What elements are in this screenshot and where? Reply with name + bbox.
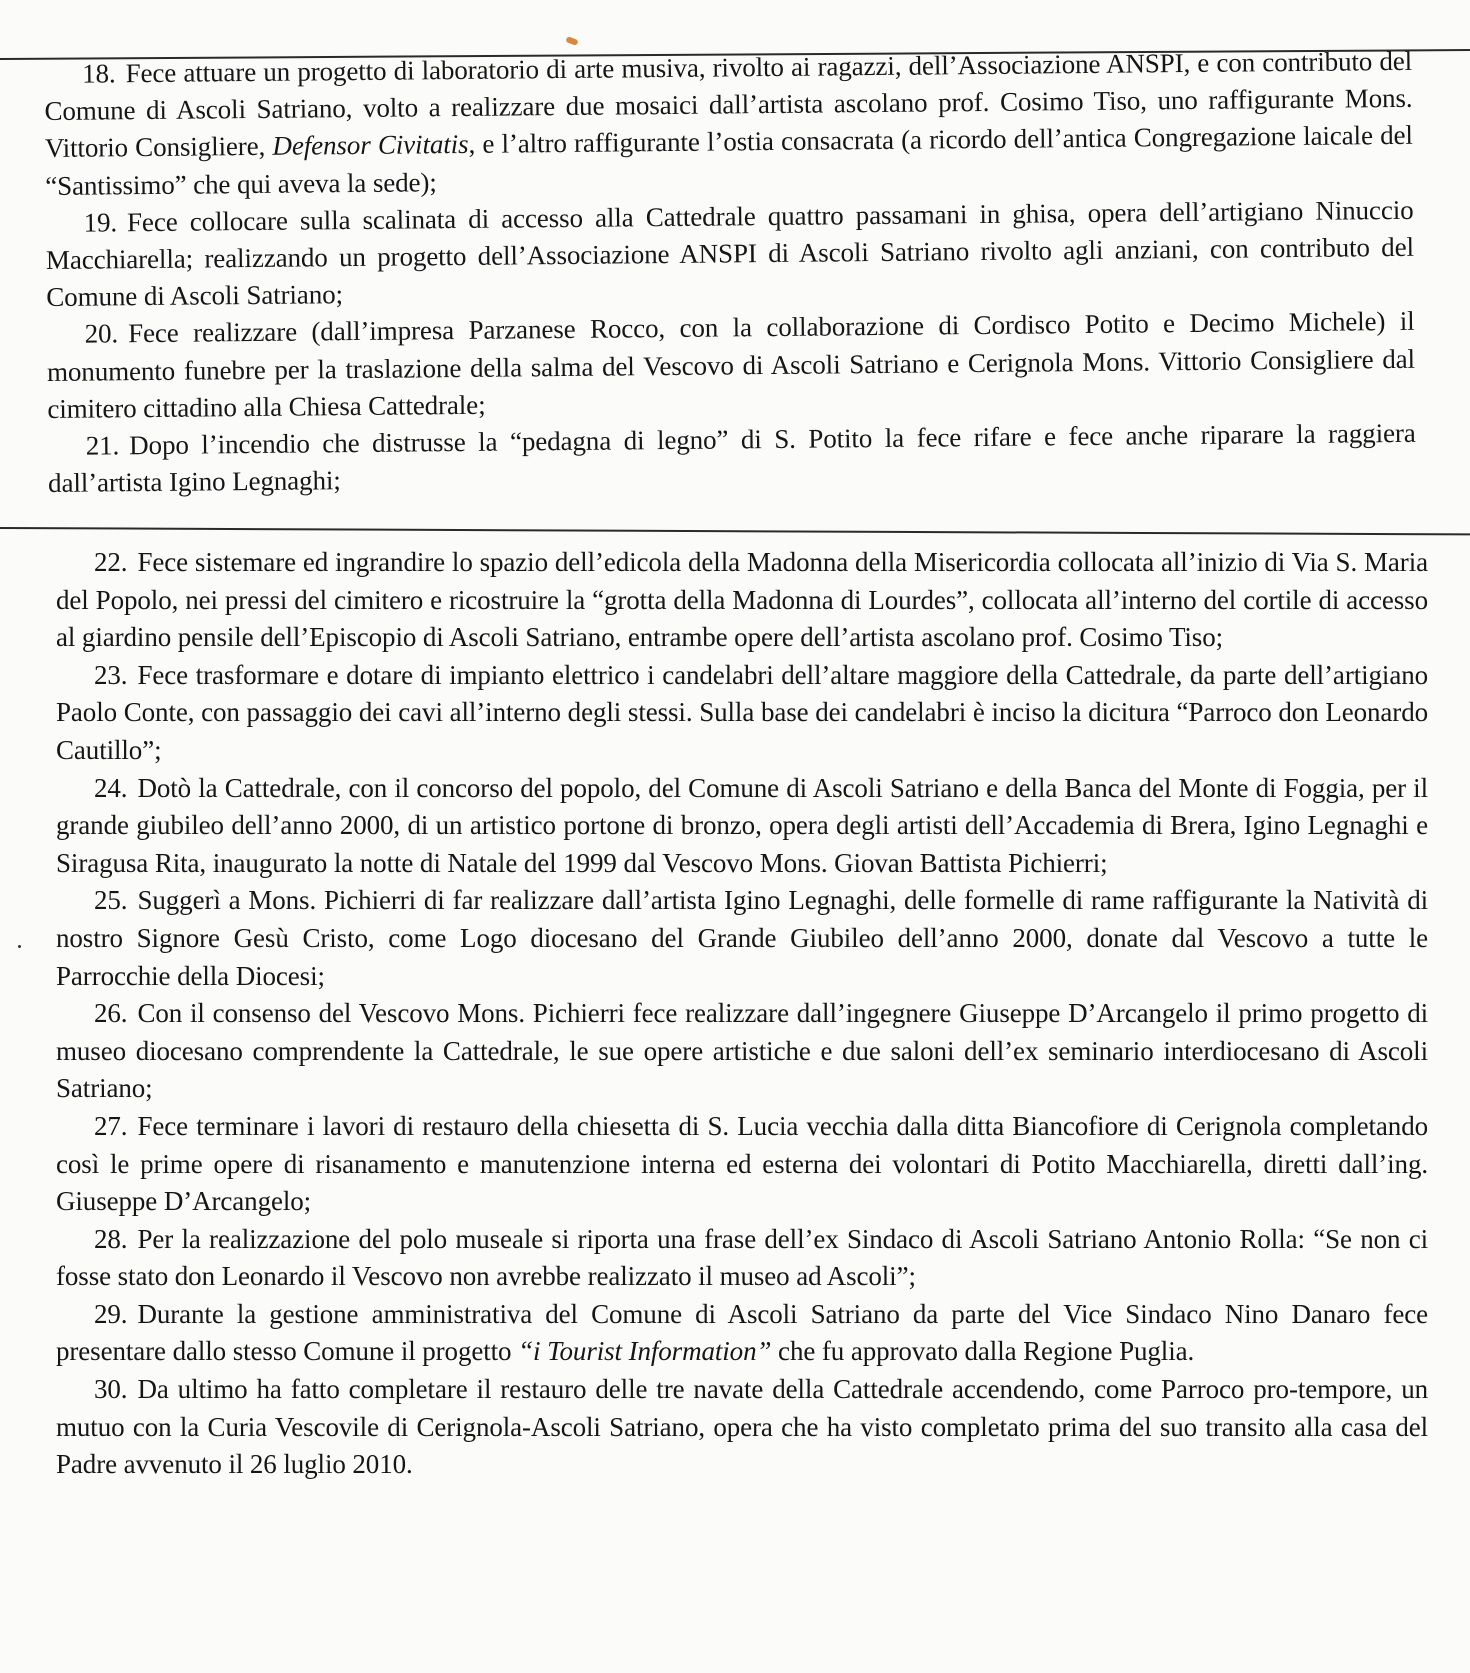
item-text: Durante la gestione amministrativa del Comune di Ascoli Satriano da parte del Vice Sindaco Nino Danaro fece presentare dallo stesso Comune il progetto (56, 1298, 1428, 1367)
item-text: Fece attuare un progetto di laboratorio di arte musiva, rivolto ai ragazzi, dell’Associazione ANSPI, e con contributo del Comune di Ascoli Satriano, volto a realizzare due mosaici dall’artista ascolano prof. Cosimo Tiso, uno raffigurante Mons. Vittorio Consigliere, (44, 45, 1413, 164)
item-text: Fece sistemare ed ingrandire lo spazio dell’edicola della Madonna della Misericordia collocata all’inizio di Via S. Maria del Popolo, nei pressi del cimitero e ricostruire la “grotta della Madonna di Lourdes”, collocata all’interno del cortile di accesso al giardino pensile dell’Episcopio di Ascoli Satriano, entrambe opere dell’artista ascolano prof. Cosimo Tiso; (56, 547, 1428, 653)
item-number: 19. (83, 207, 118, 238)
list-item-28 (56, 1221, 1428, 1296)
item-number: 22. (94, 547, 128, 577)
list-item-21 (48, 415, 1417, 503)
item-number: 18. (82, 58, 116, 89)
item-number: 24. (94, 772, 128, 803)
item-text: Dotò la Cattedrale, con il concorso del popolo, del Comune di Ascoli Satriano e della Banca del Monte di Foggia, per il grande giubileo dell’anno 2000, di un artistico portone di bronzo, opera degli artisti dell’Accademia di Brera, Igino Legnaghi e Siragusa Rita, inaugurato la notte di Natale del 1999 dal Vescovo Mons. Giovan Battista Pichierri; (56, 772, 1428, 878)
list-item-27 (56, 1108, 1428, 1221)
item-number: 26. (94, 998, 128, 1029)
middle-rule (0, 527, 1470, 535)
list-item-20 (46, 303, 1415, 428)
item-text: Da ultimo ha fatto completare il restauro delle tre navate della Cattedrale accendendo, come Parroco pro-tempore, un mutuo con la Curia Vescovile di Cerignola-Ascoli Satriano, opera che ha visto completato prima del suo transito alla casa del Padre avvenuto il 26 luglio 2010. (56, 1374, 1428, 1480)
item-text: Fece collocare sulla scalinata di accesso alla Cattedrale quattro passamani in ghisa, opera dell’artigiano Ninuccio Macchiarella; realizzando un progetto dell’Associazione ANSPI di Ascoli Satriano rivolto agli anziani, con contributo del Comune di Ascoli Satriano; (45, 194, 1415, 313)
item-text: Fece terminare i lavori di restauro della chiesetta di S. Lucia vecchia dalla ditta Biancofiore di Cerignola completando così le prime opere di risanamento e manutenzione interna ed esterna dei volontari di Potito Macchiarella, diretti dall’ing. Giuseppe D’Arcangelo; (56, 1110, 1428, 1217)
item-number: 21. (85, 430, 120, 461)
list-item-24 (56, 770, 1428, 883)
list-item-29 (56, 1296, 1428, 1371)
item-text: Fece realizzare (dall’impresa Parzanese Rocco, con la collaborazione di Cordisco Potito e Decimo Michele) il monumento funebre per la traslazione della salma del Vescovo di Ascoli Satriano e Cerignola Mons. Vittorio Consigliere dal cimitero cittadino alla Chiesa Cattedrale; (46, 306, 1416, 424)
list-item-19 (45, 192, 1414, 317)
item-number: 29. (94, 1298, 128, 1329)
item-text: che fu approvato dalla Regione Puglia. (771, 1336, 1195, 1367)
item-number: 28. (94, 1223, 128, 1254)
item-text: Dopo l’incendio che distrusse la “pedagna di legno” di S. Potito la fece rifare e fece anche riparare la raggiera dall’artista Igino Legnaghi; (47, 417, 1416, 499)
item-text: Suggerì a Mons. Pichierri di far realizzare dall’artista Igino Legnaghi, delle formelle di rame raffigurante la Natività di nostro Signore Gesù Cristo, come Logo diocesano del Grande Giubileo dell’anno 2000, donate dal Vescovo a tutte le Parrocchie della Diocesi; (56, 885, 1428, 991)
list-item-26 (56, 995, 1428, 1108)
section-bottom (56, 544, 1428, 1484)
item-number: 20. (84, 318, 119, 350)
margin-dot (18, 945, 21, 948)
item-number: 27. (94, 1110, 128, 1141)
item-text: Fece trasformare e dotare di impianto elettrico i candelabri dell’altare maggiore della Cattedrale, da parte dell’artigiano Paolo Conte, con passaggio dei cavi all’interno degli stessi. Sulla base dei candelabri è inciso la dicitura “Parroco don Leonardo Cautillo”; (56, 659, 1428, 765)
list-item-22 (56, 544, 1428, 657)
item-number: 30. (94, 1374, 128, 1405)
list-item-18 (44, 43, 1413, 205)
list-item-25 (56, 882, 1428, 995)
list-item-30 (56, 1371, 1428, 1484)
list-item-23 (56, 657, 1428, 770)
item-number: 25. (94, 885, 128, 916)
item-number: 23. (94, 659, 128, 690)
item-text: Per la realizzazione del polo museale si riporta una frase dell’ex Sindaco di Ascoli Satriano Antonio Rolla: “Se non ci fosse stato don Leonardo il Vescovo non avrebbe realizzato il museo ad Ascoli”; (56, 1223, 1428, 1292)
item-text: , e l’altro raffigurante l’ostia consacrata (a ricordo dell’antica Congregazione laicale del “Santissimo” che qui aveva la sede); (45, 120, 1413, 201)
item-text: Con il consenso del Vescovo Mons. Pichierri fece realizzare dall’ingegnere Giuseppe D’Arcangelo il primo progetto di museo diocesano comprendente la Cattedrale, le sue opere artistiche e due saloni dell’ex seminario interdiocesano di Ascoli Satriano; (56, 998, 1428, 1104)
item-text-italic: Defensor Civitatis (272, 129, 469, 162)
section-top (44, 43, 1416, 503)
item-text-italic: “i Tourist Information” (518, 1336, 772, 1367)
ink-mark (565, 36, 578, 46)
